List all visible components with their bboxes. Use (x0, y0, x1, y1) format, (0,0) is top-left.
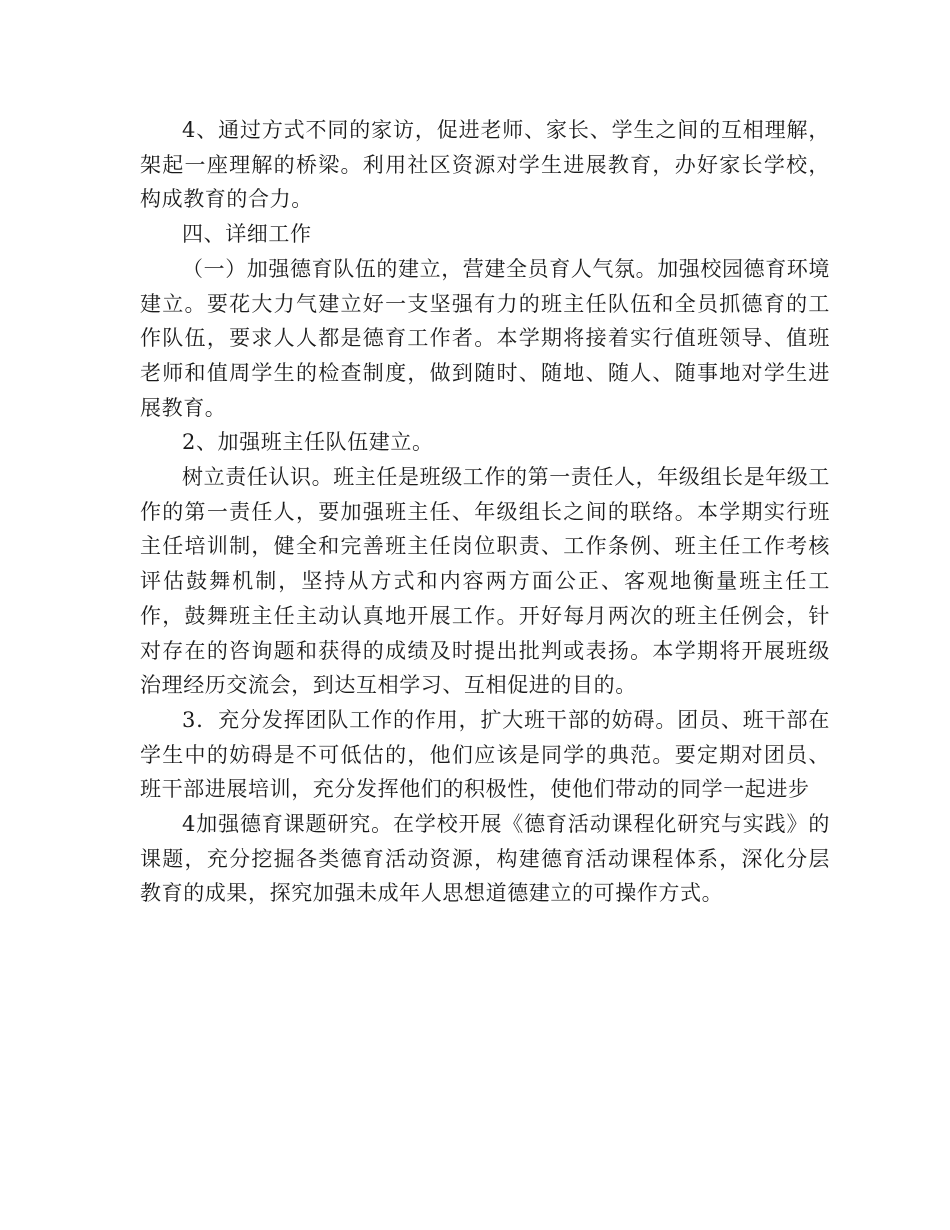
subheading-class-teacher-team: 2、加强班主任队伍建立。 (182, 430, 434, 455)
paragraph-team-work-role: 3．充分发挥团队工作的作用，扩大班干部的妨碍。团员、班干部在学生中的妨碍是不可低估的，他们应该是同学的典范。要定期对团员、班干部进展培训，充分发挥他们的积极性，使他们带动的同学一起进步 (140, 707, 830, 802)
document-body (140, 113, 830, 911)
paragraph-home-visits: 4、通过方式不同的家访，促进老师、家长、学生之间的互相理解，架起一座理解的桥梁。利用社区资源对学生进展教育，办好家长学校，构成教育的合力。 (140, 118, 830, 212)
paragraph-moral-education-team: （一）加强德育队伍的建立，营建全员育人气氛。加强校园德育环境建立。要花大力气建立好一支坚强有力的班主任队伍和全员抓德育的工作队伍，要求人人都是德育工作者。本学期将接着实行值班领导、值班老师和值周学生的检查制度，做到随时、随地、随人、随事地对学生进展教育。 (140, 256, 830, 420)
paragraph-responsibility-awareness: 树立责任认识。班主任是班级工作的第一责任人，年级组长是年级工作的第一责任人，要加强班主任、年级组长之间的联络。本学期实行班主任培训制，健全和完善班主任岗位职责、工作条例、班主任工作考核评估鼓舞机制，坚持从方式和内容两方面公正、客观地衡量班主任工作，鼓舞班主任主动认真地开展工作。开好每月两次的班主任例会，针对存在的咨询题和获得的成绩及时提出批判或表扬。本学期将开展班级治理经历交流会，到达互相学习、互相促进的目的。 (140, 465, 830, 698)
section-heading-detailed-work: 四、详细工作 (182, 222, 312, 247)
paragraph-research-topics: 4加强德育课题研究。在学校开展《德育活动课程化研究与实践》的课题，充分挖掘各类德育活动资源，构建德育活动课程体系，深化分层教育的成果，探究加强未成年人思想道德建立的可操作方式。 (140, 812, 830, 906)
